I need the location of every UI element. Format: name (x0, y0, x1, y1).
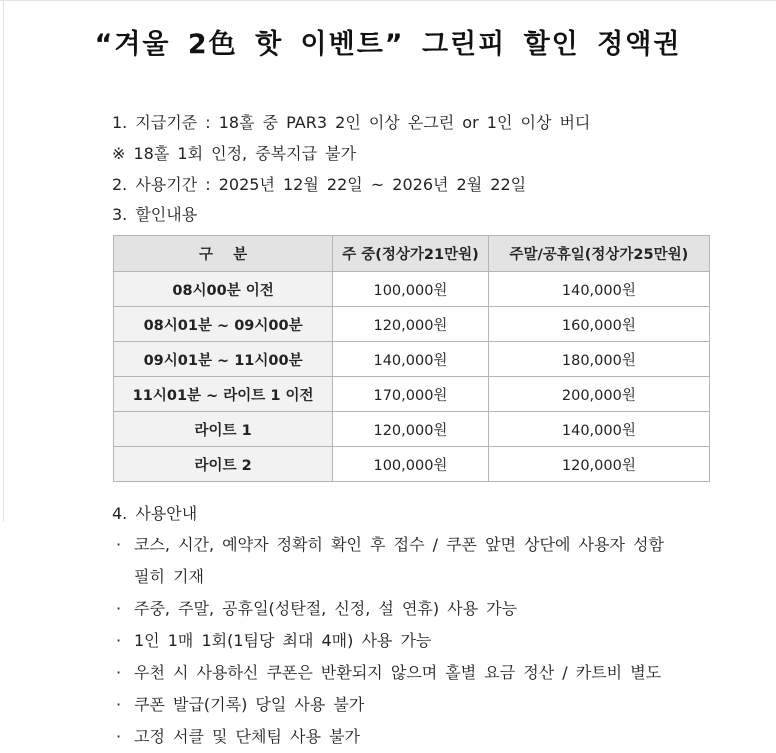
table-row (114, 342, 710, 377)
weekday-price: 120,000원 (333, 307, 489, 342)
bullet-icon: · (116, 727, 122, 746)
header-weekday: 주 중(정상가21만원) (333, 236, 489, 272)
weekend-price: 140,000원 (488, 412, 709, 447)
weekend-price: 200,000원 (488, 377, 709, 412)
table-row (114, 412, 710, 447)
guide-item-text: 1인 1매 1회(1팀당 최대 4매) 사용 가능 (134, 631, 432, 650)
header-category: 구 분 (114, 236, 333, 272)
weekend-price: 160,000원 (488, 307, 709, 342)
table-row (114, 272, 710, 307)
bullet-icon: · (116, 599, 122, 618)
guide-item (116, 692, 364, 715)
time-slot: 08시00분 이전 (114, 272, 333, 307)
guide-item (116, 532, 664, 555)
table-row (114, 307, 710, 342)
guide-item-text: 쿠폰 발급(기록) 당일 사용 불가 (134, 695, 365, 714)
top-divider (0, 0, 776, 1)
guide-item (116, 724, 360, 747)
guide-item-continuation: 필히 기재 (134, 567, 204, 586)
weekday-price: 100,000원 (333, 272, 489, 307)
weekday-price: 140,000원 (333, 342, 489, 377)
table-row (114, 447, 710, 482)
period-text: 2. 사용기간 : 2025년 12월 22일 ~ 2026년 2월 22일 (112, 175, 527, 194)
weekend-price: 140,000원 (488, 272, 709, 307)
time-slot: 08시01분 ~ 09시00분 (114, 307, 333, 342)
discount-heading: 3. 할인내용 (112, 205, 198, 224)
guide-item-text: 우천 시 사용하신 쿠폰은 반환되지 않으며 홀별 요금 정산 / 카트비 별도 (134, 663, 662, 682)
guide-item (116, 628, 431, 651)
weekend-price: 120,000원 (488, 447, 709, 482)
guide-item-text: 고정 서클 및 단체팀 사용 불가 (134, 727, 360, 746)
time-slot: 라이트 2 (114, 447, 333, 482)
guide-heading: 4. 사용안내 (112, 504, 198, 523)
table-header-row (114, 236, 710, 272)
page-title: “겨울 2色 핫 이벤트” 그린피 할인 정액권 (94, 29, 682, 60)
bullet-icon: · (116, 695, 122, 714)
criteria-text: 1. 지급기준 : 18홀 중 PAR3 2인 이상 온그린 or 1인 이상 버디 (112, 113, 591, 132)
weekend-price: 180,000원 (488, 342, 709, 377)
weekday-price: 100,000원 (333, 447, 489, 482)
table-row (114, 377, 710, 412)
guide-item (116, 596, 517, 619)
weekday-price: 120,000원 (333, 412, 489, 447)
time-slot: 09시01분 ~ 11시00분 (114, 342, 333, 377)
time-slot: 라이트 1 (114, 412, 333, 447)
bullet-icon: · (116, 631, 122, 650)
note-text: ※ 18홀 1회 인정, 중복지급 불가 (112, 144, 357, 163)
discount-table (113, 235, 710, 482)
header-weekend: 주말/공휴일(정상가25만원) (488, 236, 709, 272)
bullet-icon: · (116, 663, 122, 682)
weekday-price: 170,000원 (333, 377, 489, 412)
guide-item-text: 코스, 시간, 예약자 정확히 확인 후 접수 / 쿠폰 앞면 상단에 사용자 성함 (134, 535, 664, 554)
guide-item-text: 주중, 주말, 공휴일(성탄절, 신정, 설 연휴) 사용 가능 (134, 599, 518, 618)
guide-item (116, 660, 661, 683)
bullet-icon: · (116, 535, 122, 554)
left-divider (3, 0, 4, 522)
time-slot: 11시01분 ~ 라이트 1 이전 (114, 377, 333, 412)
